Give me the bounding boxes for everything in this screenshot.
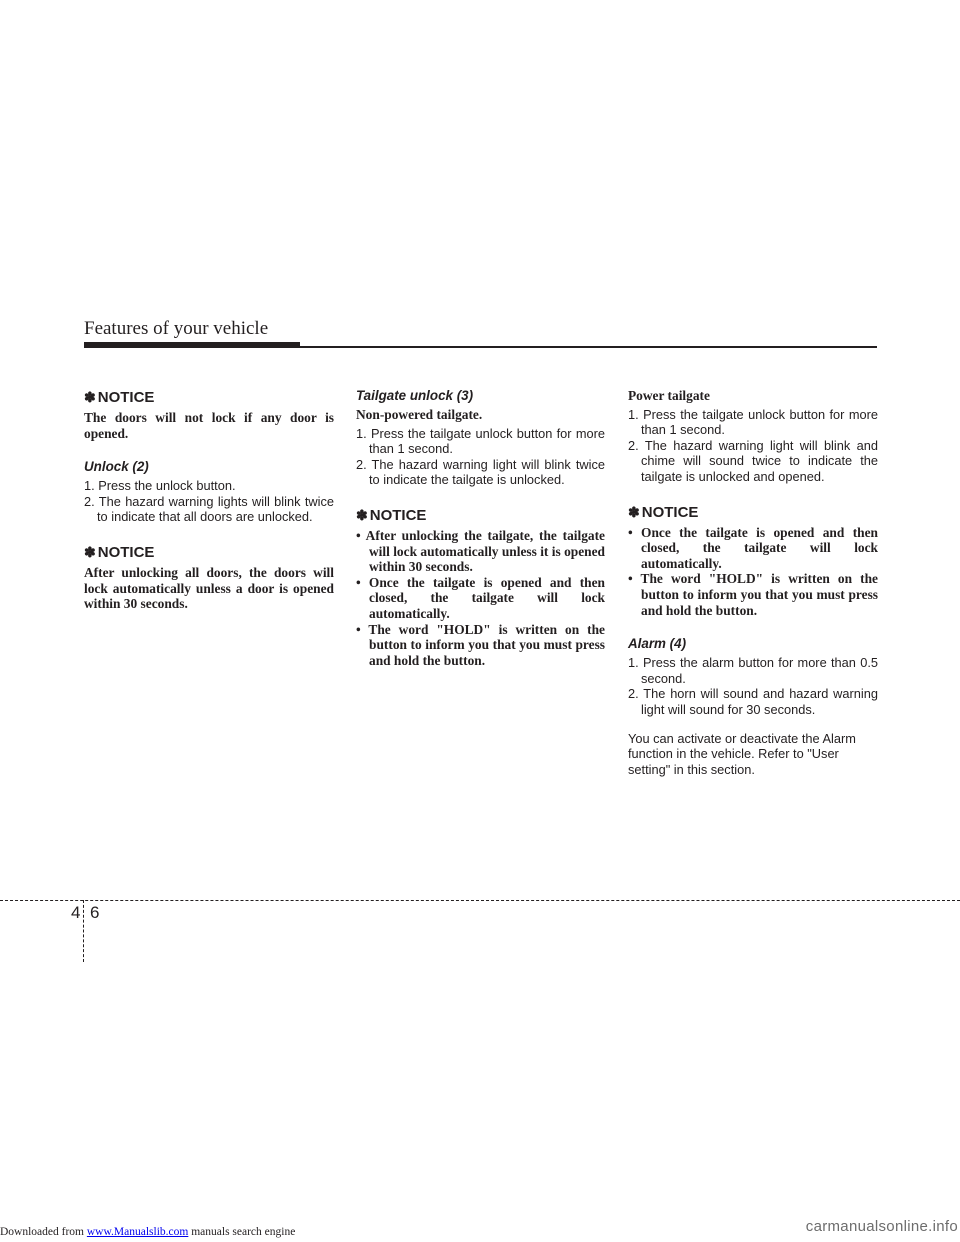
notice-star-icon: ✽: [356, 506, 368, 523]
alarm-heading: Alarm (4): [628, 636, 687, 652]
notice-text: The doors will not lock if any door is opened.: [84, 410, 334, 441]
unlock-step-1: 1. Press the unlock button.: [84, 478, 236, 494]
tailgate-unlock-heading: Tailgate unlock (3): [356, 388, 474, 403]
non-powered-label: Non-powered tailgate.: [356, 407, 483, 422]
alarm-step-1: 1. Press the alarm button for more than 0.5 second.: [628, 655, 878, 686]
page-header-title: Features of your vehicle: [84, 318, 269, 339]
footer-suffix: manuals search engine: [188, 1226, 296, 1238]
notice-star-icon: ✽: [84, 543, 96, 560]
watermark-text: carmanualsonline.info: [805, 1218, 958, 1235]
column-middle: [356, 388, 605, 668]
manualslib-link[interactable]: www.Manualslib.com: [86, 1226, 189, 1238]
notice-star-icon: ✽: [628, 503, 640, 520]
notice-bullet: • The word "HOLD" is written on the button to inform you that you must press and hold the button.: [356, 621, 605, 668]
tailgate-step-2: 2. The hazard warning light will blink twice to indicate the tailgate is unlocked.: [356, 456, 605, 488]
page-marker-dashed: [83, 900, 84, 962]
unlock-step-2: 2. The hazard warning lights will blink twice to indicate that all doors are unlocked.: [84, 493, 334, 525]
notice-heading: ✽ NOTICE: [356, 506, 427, 524]
header-rule-thick: [84, 342, 300, 348]
alarm-step-2: 2. The horn will sound and hazard warning light will sound for 30 seconds.: [628, 686, 878, 717]
tailgate-step-1: 1. Press the tailgate unlock button for more than 1 second.: [356, 425, 605, 457]
notice-star-icon: ✽: [84, 389, 96, 405]
notice-heading: ✽ NOTICE: [628, 503, 699, 521]
chapter-number: 4: [71, 903, 81, 922]
footer-prefix: Downloaded from: [0, 1226, 87, 1238]
unlock-heading: Unlock (2): [84, 459, 149, 475]
alarm-note: You can activate or deactivate the Alarm function in the vehicle. Refer to "User setting" in this section.: [628, 730, 856, 777]
power-tailgate-label: Power tailgate: [628, 388, 710, 403]
notice-heading: ✽ NOTICE: [84, 543, 155, 561]
page-number: 6: [90, 903, 100, 922]
power-step-1: 1. Press the tailgate unlock button for more than 1 second.: [628, 406, 878, 438]
notice-bullet: • Once the tailgate is opened and then closed, the tailgate will lock automatically.: [628, 524, 878, 571]
notice-heading: ✽ NOTICE: [84, 389, 155, 406]
header-rule-thin: [300, 346, 877, 348]
power-step-2: 2. The hazard warning light will blink and chime will sound twice to indicate the tailgate is unlocked and opened.: [628, 437, 878, 484]
notice-bullet: • After unlocking the tailgate, the tailgate will lock automatically unless it is opened within 30 seconds.: [356, 527, 605, 575]
notice-text: After unlocking all doors, the doors will lock automatically unless a door is opened within 30 seconds.: [84, 564, 334, 612]
column-left: [84, 388, 334, 612]
column-right: [628, 388, 878, 777]
notice-bullet: • The word "HOLD" is written on the button to inform you that you must press and hold the button.: [628, 571, 878, 618]
page-divider-dashed: [0, 900, 960, 901]
notice-bullet: • Once the tailgate is opened and then closed, the tailgate will lock automatically.: [356, 574, 605, 621]
download-footer: [0, 1226, 295, 1238]
